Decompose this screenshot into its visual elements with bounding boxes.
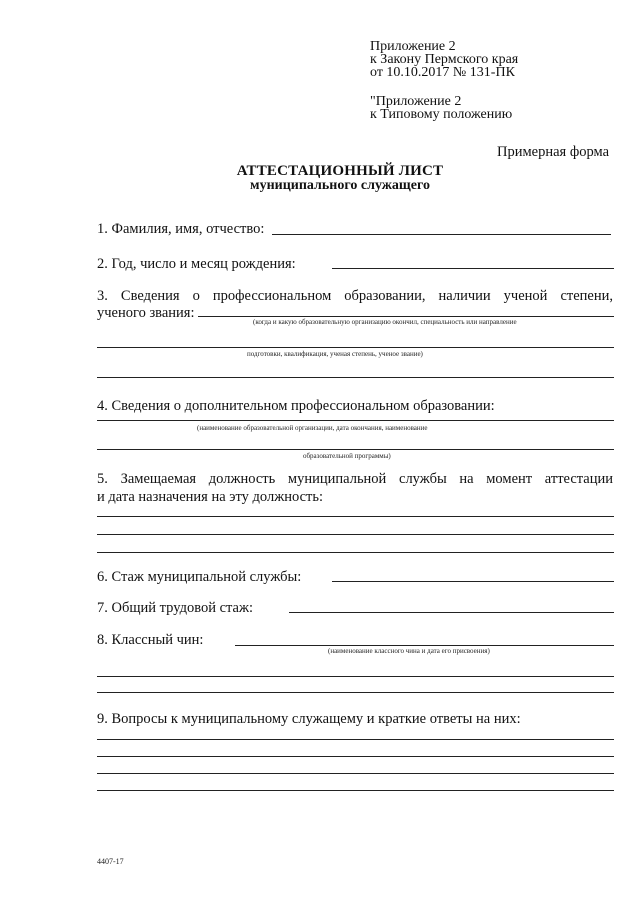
field-9-line-4[interactable]: [97, 790, 614, 791]
form-note: Примерная форма: [497, 144, 610, 160]
field-8-line-1[interactable]: [235, 645, 614, 646]
field-3-label-line-2: ученого звания:: [97, 305, 195, 321]
appendix2-line-2: к Типовому положению: [370, 107, 513, 122]
field-8-line-2[interactable]: [97, 676, 614, 677]
field-9-line-2[interactable]: [97, 756, 614, 757]
field-2-label: 2. Год, число и месяц рождения:: [97, 256, 296, 272]
document-code: 4407-17: [97, 857, 124, 866]
document-title: АТТЕСТАЦИОННЫЙ ЛИСТ: [236, 163, 444, 179]
field-2-line[interactable]: [332, 268, 614, 269]
appendix-line-3: от 10.10.2017 № 131-ПК: [370, 65, 515, 80]
appendix-line-1: Приложение 2: [370, 39, 456, 54]
field-4-label: 4. Сведения о дополнительном профессиональном образовании:: [97, 398, 495, 414]
field-3-caption-1: (когда и какую образовательную организацию окончил, специальность или направление: [253, 318, 517, 326]
field-4-line-1[interactable]: [97, 420, 614, 421]
field-6-line[interactable]: [332, 581, 614, 582]
field-4-caption-2: образовательной программы): [303, 452, 391, 460]
field-5-label-line-1: 5. Замещаемая должность муниципальной службы на момент аттестации: [97, 471, 613, 487]
field-8-caption: (наименование классного чина и дата его присвоения): [328, 647, 490, 655]
field-1-label: 1. Фамилия, имя, отчество:: [97, 221, 265, 237]
field-5-label-line-2: и дата назначения на эту должность:: [97, 489, 324, 505]
appendix2-line-1: "Приложение 2: [370, 94, 462, 109]
field-9-line-3[interactable]: [97, 773, 614, 774]
field-4-caption-1: (наименование образовательной организации, дата окончания, наименование: [197, 424, 428, 432]
document-subtitle: муниципального служащего: [250, 178, 430, 193]
field-3-line-3[interactable]: [97, 377, 614, 378]
field-9-label: 9. Вопросы к муниципальному служащему и краткие ответы на них:: [97, 711, 521, 727]
field-5-line-3[interactable]: [97, 552, 614, 553]
field-3-label-line-1: 3. Сведения о профессиональном образовании, наличии ученой степени,: [97, 288, 613, 304]
field-6-label: 6. Стаж муниципальной службы:: [97, 569, 302, 585]
field-7-line[interactable]: [289, 612, 614, 613]
field-8-line-3[interactable]: [97, 692, 614, 693]
field-9-line-1[interactable]: [97, 739, 614, 740]
field-4-line-2[interactable]: [97, 449, 614, 450]
field-5-line-1[interactable]: [97, 516, 614, 517]
field-1-line[interactable]: [272, 234, 611, 235]
field-7-label: 7. Общий трудовой стаж:: [97, 600, 254, 616]
field-3-line-1[interactable]: [198, 316, 614, 317]
field-3-line-2[interactable]: [97, 347, 614, 348]
appendix-line-2: к Закону Пермского края: [370, 52, 519, 67]
field-5-line-2[interactable]: [97, 534, 614, 535]
field-8-label: 8. Классный чин:: [97, 632, 204, 648]
field-3-caption-2: подготовки, квалификация, ученая степень, ученое звание): [247, 350, 423, 358]
